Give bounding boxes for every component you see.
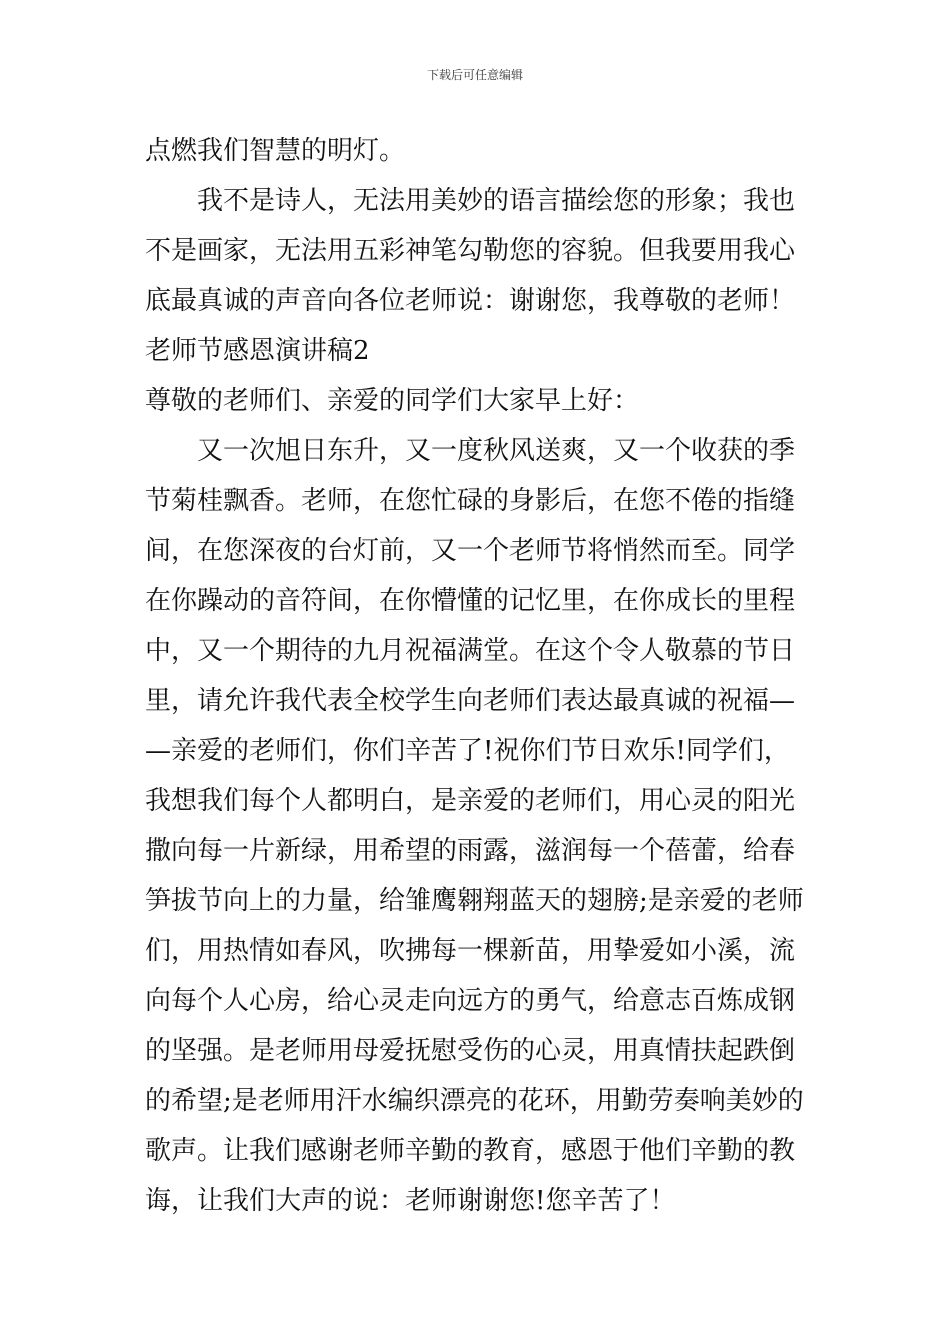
text-line: —亲爱的老师们，你们辛苦了!祝你们节日欢乐!同学们，	[145, 736, 790, 766]
text-line: 里，请允许我代表全校学生向老师们表达最真诚的祝福—	[145, 686, 796, 716]
text-line: 中，又一个期待的九月祝福满堂。在这个令人敬慕的节日	[145, 636, 796, 666]
section-heading: 老师节感恩演讲稿2	[145, 336, 370, 366]
text-line: 我想我们每个人都明白，是亲爱的老师们，用心灵的阳光	[145, 786, 796, 816]
text-line: 底最真诚的声音向各位老师说：谢谢您，我尊敬的老师！	[145, 286, 796, 316]
text-line: 的坚强。是老师用母爱抚慰受伤的心灵，用真情扶起跌倒	[145, 1036, 796, 1066]
text-line: 不是画家，无法用五彩神笔勾勒您的容貌。但我要用我心	[145, 236, 796, 266]
text-line: 们，用热情如春风，吹拂每一棵新苗，用挚爱如小溪，流	[145, 936, 796, 966]
text-line: 笋拔节向上的力量，给雏鹰翱翔蓝天的翅膀;是亲爱的老师	[145, 886, 804, 916]
greeting-line: 尊敬的老师们、亲爱的同学们大家早上好：	[145, 386, 640, 416]
text-line: 在你躁动的音符间，在你懵懂的记忆里，在你成长的里程	[145, 586, 796, 616]
text-line: 歌声。让我们感谢老师辛勤的教育，感恩于他们辛勤的教	[145, 1136, 796, 1166]
text-line: 间，在您深夜的台灯前，又一个老师节将悄然而至。同学	[145, 536, 796, 566]
text-line: 点燃我们智慧的明灯。	[145, 136, 406, 166]
text-line: 的希望;是老师用汗水编织漂亮的花环，用勤劳奏响美妙的	[145, 1086, 804, 1116]
text-line: 我不是诗人，无法用美妙的语言描绘您的形象；我也	[145, 186, 796, 216]
text-line: 撒向每一片新绿，用希望的雨露，滋润每一个蓓蕾，给春	[145, 836, 796, 866]
text-line: 又一次旭日东升，又一度秋风送爽，又一个收获的季	[145, 436, 796, 466]
page-header: 下载后可任意编辑	[426, 68, 523, 82]
text-line: 诲，让我们大声的说：老师谢谢您!您辛苦了！	[145, 1186, 676, 1216]
text-line: 节菊桂飘香。老师，在您忙碌的身影后，在您不倦的指缝	[145, 486, 796, 516]
text-line: 向每个人心房，给心灵走向远方的勇气，给意志百炼成钢	[145, 986, 796, 1016]
